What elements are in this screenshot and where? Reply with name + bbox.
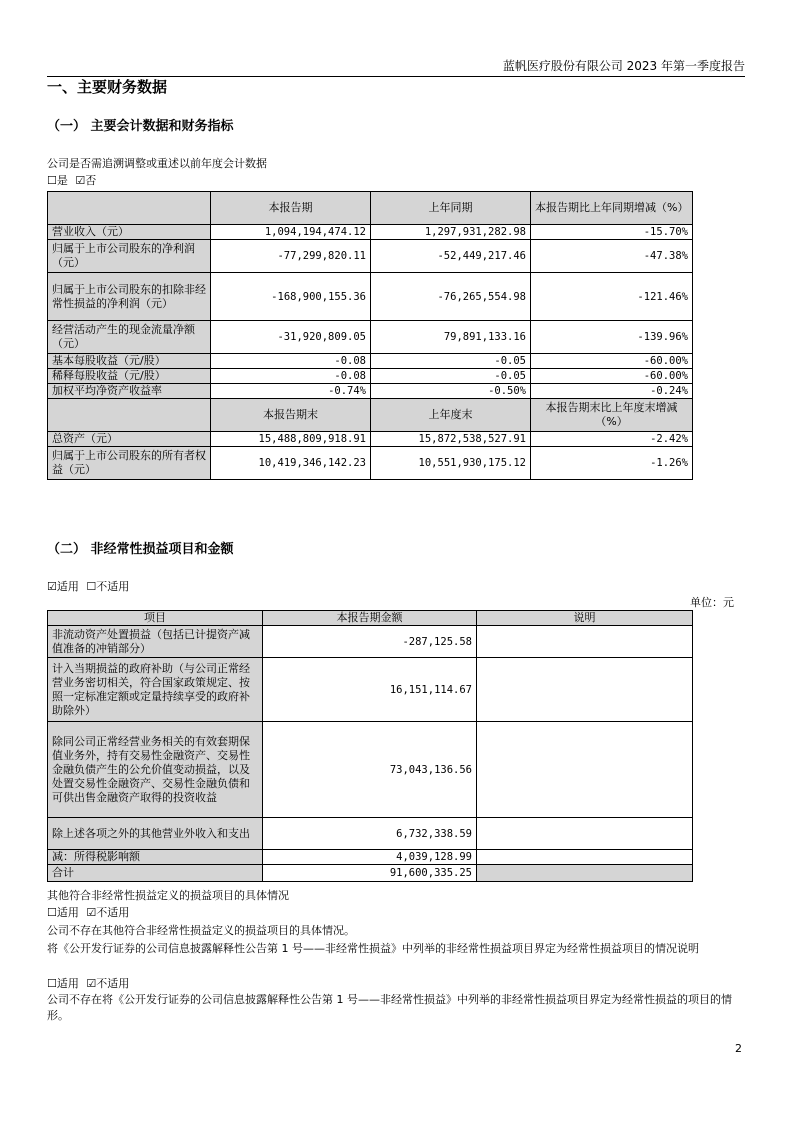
note-cell [477, 865, 693, 882]
change-value: -121.46% [531, 273, 693, 321]
reclass-text: 公司不存在将《公开发行证券的公司信息披露解释性公告第 1 号——非经常性损益》中列举的非经常性损益项目界定为经常性损益的项目的情形。 [47, 993, 732, 1022]
row-label: 归属于上市公司股东的扣除非经常性损益的净利润（元） [48, 273, 211, 321]
item-label: 非流动资产处置损益（包括已计提资产减值准备的冲销部分） [48, 626, 263, 658]
prior-value: 1,297,931,282.98 [371, 225, 531, 240]
table-row [48, 354, 693, 369]
table-row [48, 273, 693, 321]
row-label: 归属于上市公司股东的净利润（元） [48, 240, 211, 273]
amount-value: 6,732,338.59 [263, 818, 477, 850]
row-label: 加权平均净资产收益率 [48, 384, 211, 399]
unit-label: 单位：元 [690, 596, 734, 609]
report-header: 蓝帆医疗股份有限公司 2023 年第一季度报告 [502, 59, 745, 73]
reclass-options [47, 976, 129, 992]
amount-value: 4,039,128.99 [263, 850, 477, 865]
section-title: 一、主要财务数据 [47, 78, 168, 96]
header-cell-item: 项目 [48, 611, 263, 626]
other-items-options [47, 905, 129, 921]
total-label: 合计 [48, 865, 263, 882]
item-label: 计入当期损益的政府补助（与公司正常经营业务密切相关，符合国家政策规定、按照一定标准定额或定量持续享受的政府补助除外） [48, 658, 263, 722]
note-cell [477, 626, 693, 658]
note-cell [477, 722, 693, 818]
change-value: -1.26% [531, 447, 693, 480]
option-applicable-label: 适用 [56, 906, 79, 919]
restatement-question: 公司是否需追溯调整或重述以前年度会计数据 [47, 157, 267, 170]
reclass-title: 将《公开发行证券的公司信息披露解释性公告第 1 号——非经常性损益》中列举的非经常性损益项目界定为经常性损益项目的情况说明 [47, 942, 699, 955]
option-not-applicable-label: 不适用 [96, 977, 130, 990]
item-label: 除同公司正常经营业务相关的有效套期保值业务外，持有交易性金融资产、交易性金融负债产生的公允价值变动损益，以及处置交易性金融资产、交易性金融负债和可供出售金融资产取得的投资收益 [48, 722, 263, 818]
current-value: -168,900,155.36 [211, 273, 371, 321]
header-cell-current: 本报告期 [211, 192, 371, 225]
prior-value: -52,449,217.46 [371, 240, 531, 273]
header-cell-amount: 本报告期金额 [263, 611, 477, 626]
option-no-label: 否 [85, 174, 97, 187]
header-cell-blank [48, 192, 211, 225]
prior-value: 79,891,133.16 [371, 321, 531, 354]
change-value: -47.38% [531, 240, 693, 273]
prior-value: -76,265,554.98 [371, 273, 531, 321]
prior-value: 10,551,930,175.12 [371, 447, 531, 480]
change-value: -0.24% [531, 384, 693, 399]
checkbox-unchecked-icon[interactable]: ☐ [47, 174, 57, 187]
header-cell-prior-year-end: 上年度末 [371, 399, 531, 432]
table-header-row [48, 192, 693, 225]
table-row [48, 240, 693, 273]
current-value: -31,920,809.05 [211, 321, 371, 354]
other-items-text: 公司不存在其他符合非经常性损益定义的损益项目的具体情况。 [47, 924, 355, 937]
table-row [48, 321, 693, 354]
page-number: 2 [735, 1042, 742, 1055]
header-cell-note: 说明 [477, 611, 693, 626]
table-row [48, 850, 693, 865]
checkbox-unchecked-icon[interactable]: ☐ [47, 977, 57, 990]
key-financial-table [47, 191, 693, 480]
change-value: -15.70% [531, 225, 693, 240]
table-row [48, 818, 693, 850]
current-value: 10,419,346,142.23 [211, 447, 371, 480]
other-items-title: 其他符合非经常性损益定义的损益项目的具体情况 [47, 889, 289, 902]
total-value: 91,600,335.25 [263, 865, 477, 882]
amount-value: 16,151,114.67 [263, 658, 477, 722]
note-cell [477, 850, 693, 865]
option-applicable-label: 适用 [56, 977, 79, 990]
current-value: -0.08 [211, 369, 371, 384]
row-label: 经营活动产生的现金流量净额（元） [48, 321, 211, 354]
row-label: 总资产（元） [48, 432, 211, 447]
header-cell-change: 本报告期末比上年度末增减（%） [531, 399, 693, 432]
non-recurring-table [47, 610, 693, 882]
row-label: 营业收入（元） [48, 225, 211, 240]
table-row [48, 658, 693, 722]
prior-value: -0.50% [371, 384, 531, 399]
current-value: -0.74% [211, 384, 371, 399]
change-value: -139.96% [531, 321, 693, 354]
applicability-options [47, 579, 129, 595]
amount-value: -287,125.58 [263, 626, 477, 658]
option-not-applicable-label: 不适用 [96, 906, 130, 919]
table-row [48, 225, 693, 240]
prior-value: -0.05 [371, 354, 531, 369]
checkbox-unchecked-icon[interactable]: ☐ [47, 906, 57, 919]
item-label: 减：所得税影响额 [48, 850, 263, 865]
subsection-title-1: （一） 主要会计数据和财务指标 [47, 119, 234, 134]
header-cell-blank [48, 399, 211, 432]
current-value: 15,488,809,918.91 [211, 432, 371, 447]
checkbox-checked-icon[interactable]: ☑ [47, 580, 57, 593]
header-cell-period-end: 本报告期末 [211, 399, 371, 432]
checkbox-unchecked-icon[interactable]: ☐ [86, 580, 97, 593]
current-value: -0.08 [211, 354, 371, 369]
prior-value: -0.05 [371, 369, 531, 384]
checkbox-checked-icon[interactable]: ☑ [86, 906, 97, 919]
subsection-title-2: （二） 非经常性损益项目和金额 [47, 542, 234, 557]
row-label: 基本每股收益（元/股） [48, 354, 211, 369]
checkbox-checked-icon[interactable]: ☑ [86, 977, 97, 990]
change-value: -2.42% [531, 432, 693, 447]
change-value: -60.00% [531, 369, 693, 384]
table-row [48, 722, 693, 818]
change-value: -60.00% [531, 354, 693, 369]
table-total-row [48, 865, 693, 882]
table-row [48, 369, 693, 384]
header-cell-prior: 上年同期 [371, 192, 531, 225]
current-value: 1,094,194,474.12 [211, 225, 371, 240]
table-header-row [48, 611, 693, 626]
header-cell-change: 本报告期比上年同期增减（%） [531, 192, 693, 225]
table-row [48, 447, 693, 480]
row-label: 归属于上市公司股东的所有者权益（元） [48, 447, 211, 480]
note-cell [477, 818, 693, 850]
option-yes-label: 是 [56, 174, 68, 187]
table-row [48, 432, 693, 447]
amount-value: 73,043,136.56 [263, 722, 477, 818]
row-label: 稀释每股收益（元/股） [48, 369, 211, 384]
table-header-row-2 [48, 399, 693, 432]
prior-value: 15,872,538,527.91 [371, 432, 531, 447]
checkbox-checked-icon[interactable]: ☑ [75, 174, 86, 187]
item-label: 除上述各项之外的其他营业外收入和支出 [48, 818, 263, 850]
restatement-options [47, 173, 96, 189]
option-applicable-label: 适用 [56, 580, 79, 593]
current-value: -77,299,820.11 [211, 240, 371, 273]
table-row [48, 384, 693, 399]
table-row [48, 626, 693, 658]
note-cell [477, 658, 693, 722]
option-not-applicable-label: 不适用 [96, 580, 130, 593]
